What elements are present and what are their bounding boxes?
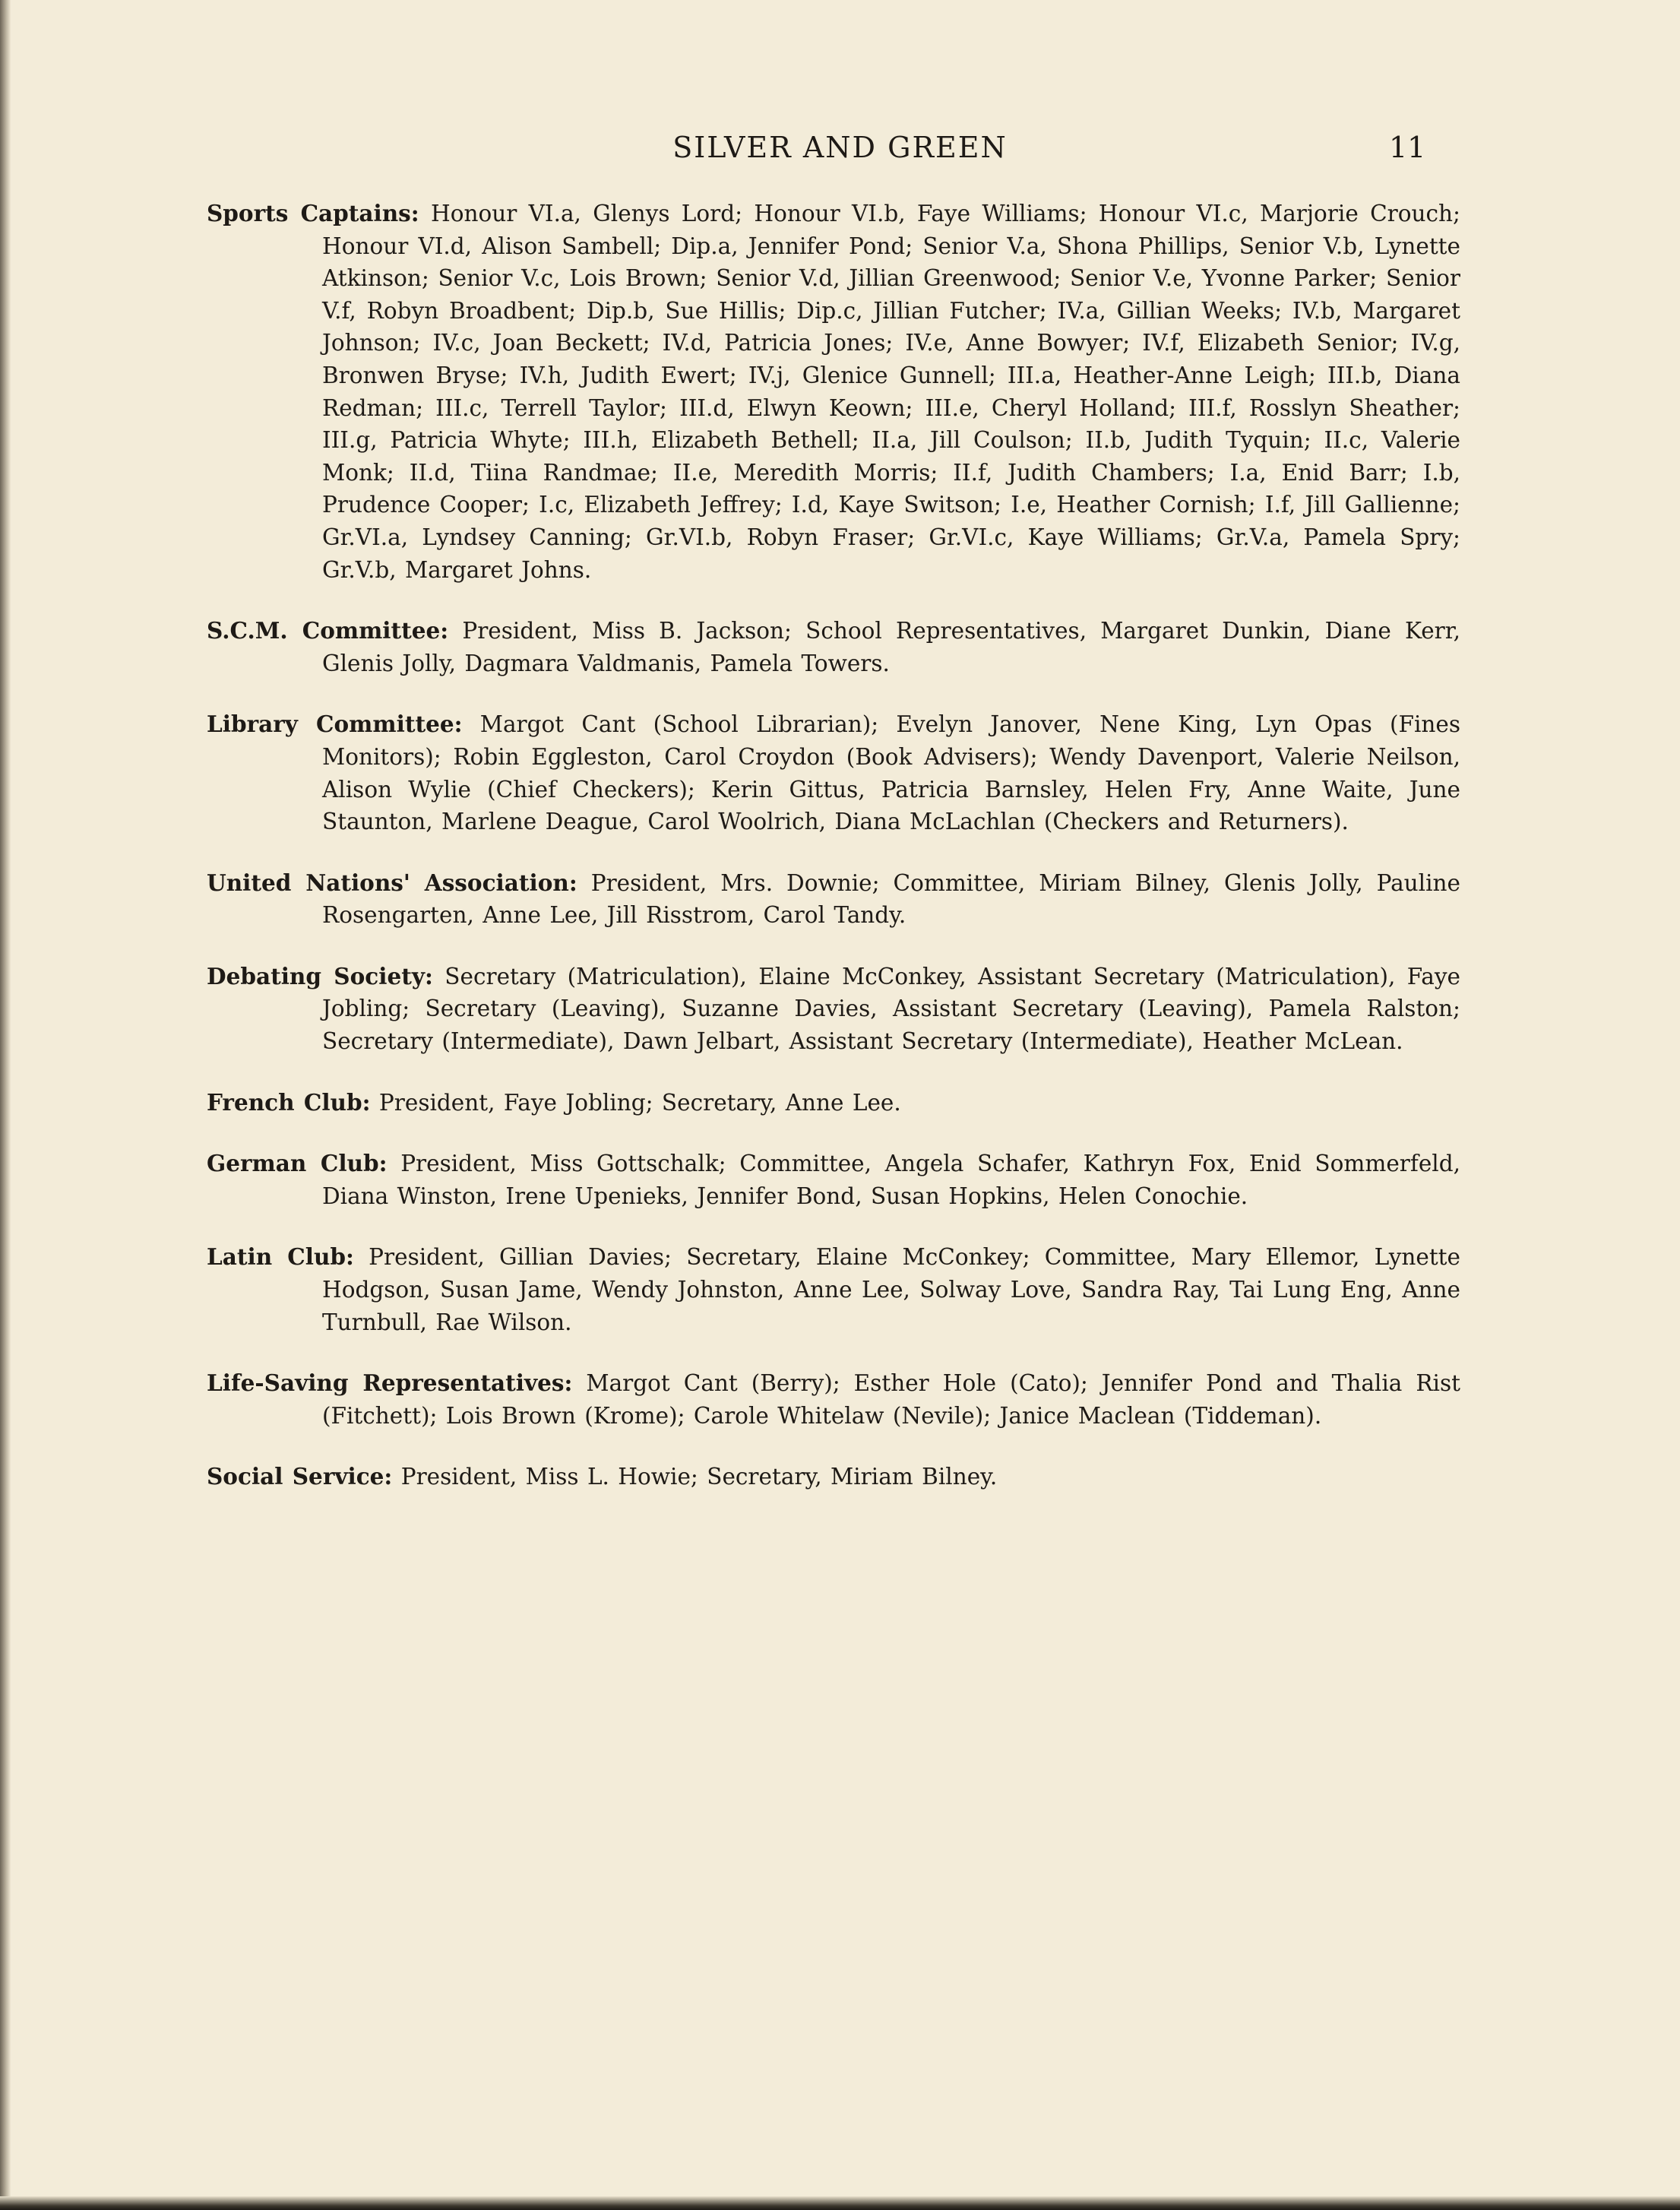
entry-label: Latin Club: [207,1243,354,1271]
entry-label: United Nations' Association: [207,869,577,896]
page-edge-left [0,0,11,2210]
entry-scm-committee [207,615,1460,679]
page-body [207,198,1460,1522]
entry-text: Honour VI.a, Glenys Lord; Honour VI.b, Faye Williams; Honour VI.c, Marjorie Crouch; Honour VI.d, Alison Sambell; Dip.a, Jennifer Pond; Senior V.a, Shona Phillips, Senior V.b, Lynette Atkinson; Senior V.c, Lois Brown; Senior V.d, Jillian Greenwood; Senior V.e, Yvonne Parker; Senior V.f, Robyn Broadbent; Dip.b, Sue Hillis; Dip.c, Jillian Futcher; IV.a, Gillian Weeks; IV.b, Margaret Johnson; IV.c, Joan Beckett; IV.d, Patricia Jones; IV.e, Anne Bowyer; IV.f, Elizabeth Senior; IV.g, Bronwen Bryse; IV.h, Judith Ewert; IV.j, Glenice Gunnell; III.a, Heather-Anne Leigh; III.b, Diana Redman; III.c, Terrell Taylor; III.d, Elwyn Keown; III.e, Cheryl Holland; III.f, Rosslyn Sheather; III.g, Patricia Whyte; III.h, Elizabeth Bethell; II.a, Jill Coulson; II.b, Judith Tyquin; II.c, Valerie Monk; II.d, Tiina Randmae; II.e, Meredith Morris; II.f, Judith Chambers; I.a, Enid Barr; I.b, Prudence Cooper; I.c, Elizabeth Jeffrey; I.d, Kaye Switson; I.e, Heather Cornish; I.f, Jill Gallienne; Gr.VI.a, Lyndsey Canning; Gr.VI.b, Robyn Fraser; Gr.VI.c, Kaye Williams; Gr.V.a, Pamela Spry; Gr.V.b, Margaret Johns. [322,201,1460,583]
entry-label: S.C.M. Committee: [207,617,449,644]
entry-label: Life-Saving Representatives: [207,1369,573,1397]
entry-life-saving-representatives [207,1367,1460,1432]
entry-label: Debating Society: [207,962,433,989]
entry-debating-society [207,961,1460,1058]
entry-text: President, Miss Gottschalk; Committee, Angela Schafer, Kathryn Fox, Enid Sommerfeld, Diana Winston, Irene Upenieks, Jennifer Bond, Susan Hopkins, Helen Conochie. [322,1151,1460,1209]
entry-french-club [207,1087,1460,1119]
entry-text: President, Miss L. Howie; Secretary, Miriam Bilney. [400,1464,998,1490]
entry-sports-captains [207,198,1460,586]
entry-text: President, Miss B. Jackson; School Representatives, Margaret Dunkin, Diane Kerr, Glenis Jolly, Dagmara Valdmanis, Pamela Towers. [322,618,1460,676]
page-header [0,128,1680,173]
entry-text: President, Gillian Davies; Secretary, Elaine McConkey; Committee, Mary Ellemor, Lynette Hodgson, Susan Jame, Wendy Johnston, Anne Lee, Solway Love, Sandra Ray, Tai Lung Eng, Anne Turnbull, Rae Wilson. [322,1244,1460,1335]
entry-text: Margot Cant (Berry); Esther Hole (Cato); Jennifer Pond and Thalia Rist (Fitchett); Lois Brown (Krome); Carole Whitelaw (Nevile); Janice Maclean (Tiddeman). [322,1370,1460,1429]
page-number: 11 [1389,131,1426,164]
entry-social-service [207,1461,1460,1493]
entry-latin-club [207,1241,1460,1338]
entry-german-club [207,1148,1460,1212]
entry-label: French Club: [207,1088,371,1116]
entry-united-nations-association [207,867,1460,932]
entry-text: President, Faye Jobling; Secretary, Anne Lee. [378,1089,901,1116]
entry-label: Sports Captains: [207,200,419,226]
entry-label: German Club: [207,1150,388,1177]
entry-label: Library Committee: [207,711,463,738]
entry-text: Secretary (Matriculation), Elaine McConkey, Assistant Secretary (Matriculation), Faye Jobling; Secretary (Leaving), Suzanne Davies, Assistant Secretary (Leaving), Pamela Ralston; Secretary (Intermediate), Dawn Jelbart, Assistant Secretary (Intermediate), Heather McLean. [322,963,1460,1055]
entry-library-committee [207,708,1460,837]
entry-label: Social Service: [207,1463,393,1490]
page-edge-bottom [0,2196,1680,2210]
running-title: SILVER AND GREEN [672,131,1008,164]
entry-text: Margot Cant (School Librarian); Evelyn Janover, Nene King, Lyn Opas (Fines Monitors); Robin Eggleston, Carol Croydon (Book Advisers); Wendy Davenport, Valerie Neilson, Alison Wylie (Chief Checkers); Kerin Gittus, Patricia Barnsley, Helen Fry, Anne Waite, June Staunton, Marlene Deague, Carol Woolrich, Diana McLachlan (Checkers and Returners). [322,711,1460,835]
entry-text: President, Mrs. Downie; Committee, Miriam Bilney, Glenis Jolly, Pauline Rosengarten, Anne Lee, Jill Risstrom, Carol Tandy. [322,869,1461,929]
